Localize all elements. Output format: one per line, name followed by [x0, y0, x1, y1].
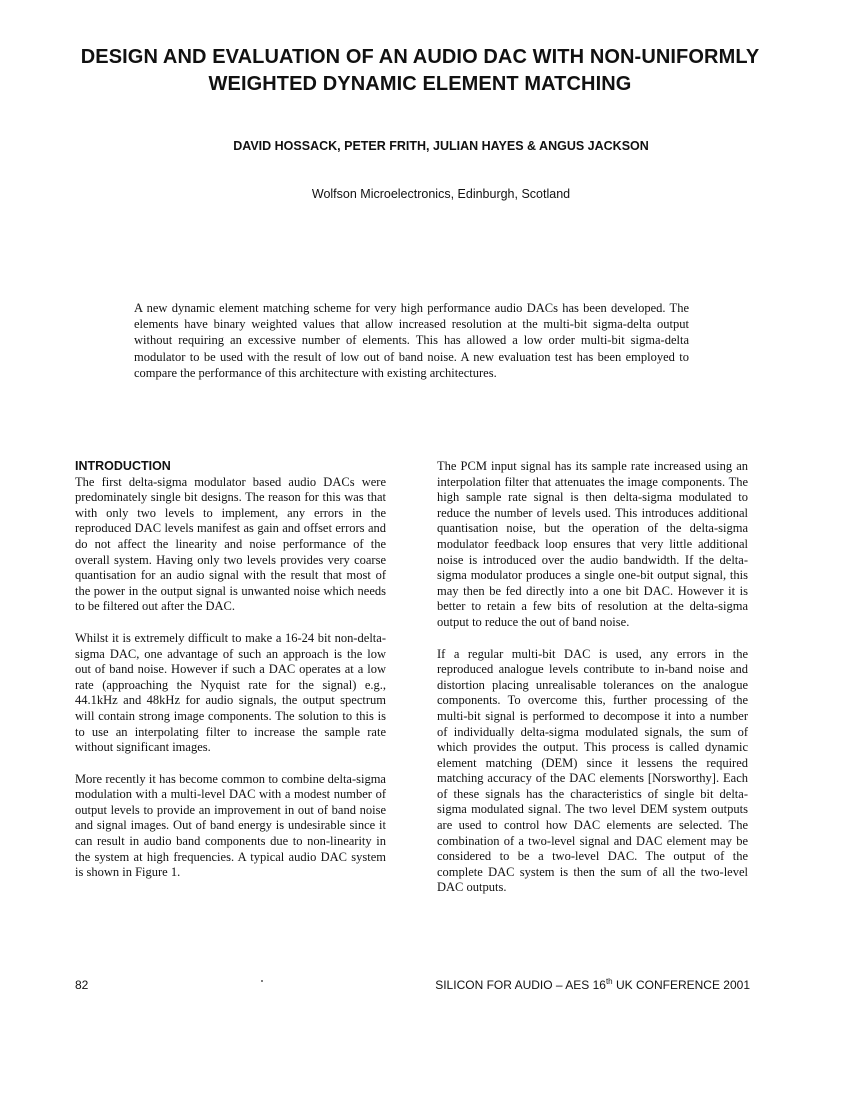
conference-suffix: UK CONFERENCE 2001	[612, 978, 750, 992]
paragraph: More recently it has become common to combine delta-sigma modulation with a multi-level DAC with a modest number of output levels to provide an improvement in out of band noise and signal images. Out of band energy is undesirable since it can result in audio band components due to non-linearity in the system at high frequencies. A typical audio DAC system is shown in Figure 1.	[75, 771, 386, 880]
paragraph: The first delta-sigma modulator based audio DACs were predominately single bit designs. The reason for this was that with only two levels to implement, any errors in the reproduced DAC levels manifest as gain and offset errors and do not affect the linearity and noise performance of the overall system. Having only two levels provides very coarse quantisation for an audio signal with the result that most of the power in the output signal is unwanted noise which needs to be filtered out after the DAC.	[75, 474, 386, 614]
paper-title: DESIGN AND EVALUATION OF AN AUDIO DAC WITH NON-UNIFORMLY WEIGHTED DYNAMIC ELEMENT MATCHING	[80, 46, 760, 95]
scan-speck	[261, 980, 263, 982]
paragraph: Whilst it is extremely difficult to make a 16-24 bit non-delta-sigma DAC, one advantage of such an approach is the low out of band noise. However if such a DAC operates at a low rate (approaching the Nyquist rate for the signal) e.g., 44.1kHz and 48kHz for audio signals, the output spectrum will contain strong image components. The solution to this is to use an interpolating filter to increase the sample rate without significant images.	[75, 630, 386, 755]
right-column	[437, 459, 748, 912]
section-heading-introduction: INTRODUCTION	[75, 459, 171, 473]
abstract: A new dynamic element matching scheme for very high performance audio DACs has been developed. The elements have binary weighted values that allow increased resolution at the multi-bit sigma-delta output without requiring an excessive number of elements. This has allowed a low order multi-bit sigma-delta modulator to be used with the result of low out of band noise. A new evaluation test has been employed to compare the performance of this architecture with existing architectures.	[134, 301, 689, 380]
conference-prefix: SILICON FOR AUDIO – AES 16	[435, 978, 606, 992]
author-list: DAVID HOSSACK, PETER FRITH, JULIAN HAYES & ANGUS JACKSON	[233, 139, 649, 153]
page-number: 82	[75, 978, 89, 992]
left-column	[75, 459, 386, 897]
paragraph: The PCM input signal has its sample rate increased using an interpolation filter that attenuates the image components. The high sample rate signal is then delta-sigma modulated to reduce the number of levels used. This introduces additional quantisation noise, but the operation of the delta-sigma modulator feedback loop ensures that very little additional noise is introduced over the audio bandwidth. If the delta-sigma modulator produces a single one-bit output signal, this may then be fed directly into a one bit DAC. However it is better to retain a few bits of resolution at the delta-sigma output to reduce the out of band noise.	[437, 459, 748, 629]
conference-footer	[435, 978, 750, 993]
affiliation: Wolfson Microelectronics, Edinburgh, Scotland	[311, 187, 571, 201]
paragraph: If a regular multi-bit DAC is used, any errors in the reproduced analogue levels contribute to in-band noise and distortion placing unrealisable tolerances on the analogue components. To overcome this, further processing of the multi-bit signal is performed to decompose it into a number of individually delta-sigma modulated signals, the sum of which provides the output. This process is called dynamic element matching (DEM) since it lessens the required matching accuracy of the DAC elements [Norsworthy]. Each of these signals has the characteristics of single bit delta-sigma modulated signal. The two level DEM system outputs are used to control how DAC elements are selected. The combination of a two-level signal and DAC element may be considered to be a two-level DAC. The output of the complete DAC system is then the sum of all the two-level DAC outputs.	[437, 646, 748, 895]
conference-superscript: th	[605, 977, 613, 986]
